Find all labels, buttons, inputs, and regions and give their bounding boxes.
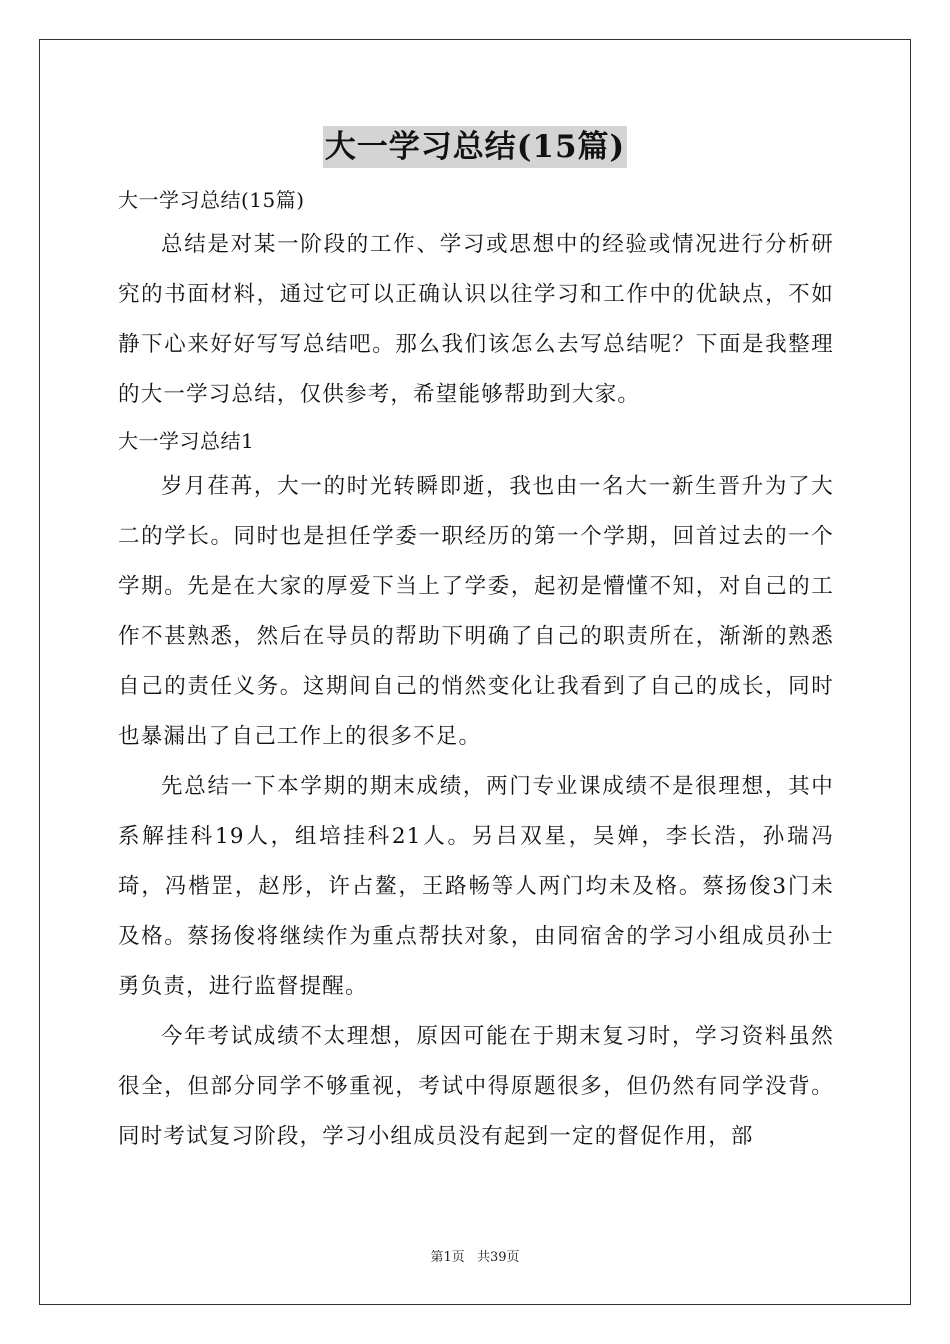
page-number: 第1页 [430,1250,465,1265]
page-total: 共39页 [476,1250,520,1265]
page-footer [0,1246,950,1265]
body-paragraph-1: 岁月荏苒，大一的时光转瞬即逝，我也由一名大一新生晋升为了大二的学长。同时也是担任学委一职经历的第一个学期，回首过去的一个学期。先是在大家的厚爱下当上了学委，起初是懵懂不知，对自己的工作不甚熟悉，然后在导员的帮助下明确了自己的职责所在，渐渐的熟悉自己的责任义务。这期间自己的悄然变化让我看到了自己的成长，同时也暴漏出了自己工作上的很多不足。 [118,474,834,749]
document-body [118,180,834,1162]
body-paragraph-2: 先总结一下本学期的期末成绩，两门专业课成绩不是很理想，其中系解挂科19人，组培挂科21人。另吕双星，吴婵，李长浩，孙瑞冯琦，冯楷罡，赵彤，许占鳌，王路畅等人两门均未及格。蔡扬俊3门未及格。蔡扬俊将继续作为重点帮扶对象，由同宿舍的学习小组成员孙士勇负责，进行监督提醒。 [118,774,834,999]
title-container [0,126,950,168]
section-heading: 大一学习总结1 [118,429,255,453]
body-paragraph-3: 今年考试成绩不太理想，原因可能在于期末复习时，学习资料虽然很全，但部分同学不够重视，考试中得原题很多，但仍然有同学没背。同时考试复习阶段，学习小组成员没有起到一定的督促作用，部 [118,1024,834,1149]
document-subtitle: 大一学习总结(15篇) [118,188,305,212]
document-title: 大一学习总结(15篇) [323,126,627,168]
intro-paragraph: 总结是对某一阶段的工作、学习或思想中的经验或情况进行分析研究的书面材料，通过它可以正确认识以往学习和工作中的优缺点，不如静下心来好好写写总结吧。那么我们该怎么去写总结呢？下面是我整理的大一学习总结，仅供参考，希望能够帮助到大家。 [118,232,834,407]
